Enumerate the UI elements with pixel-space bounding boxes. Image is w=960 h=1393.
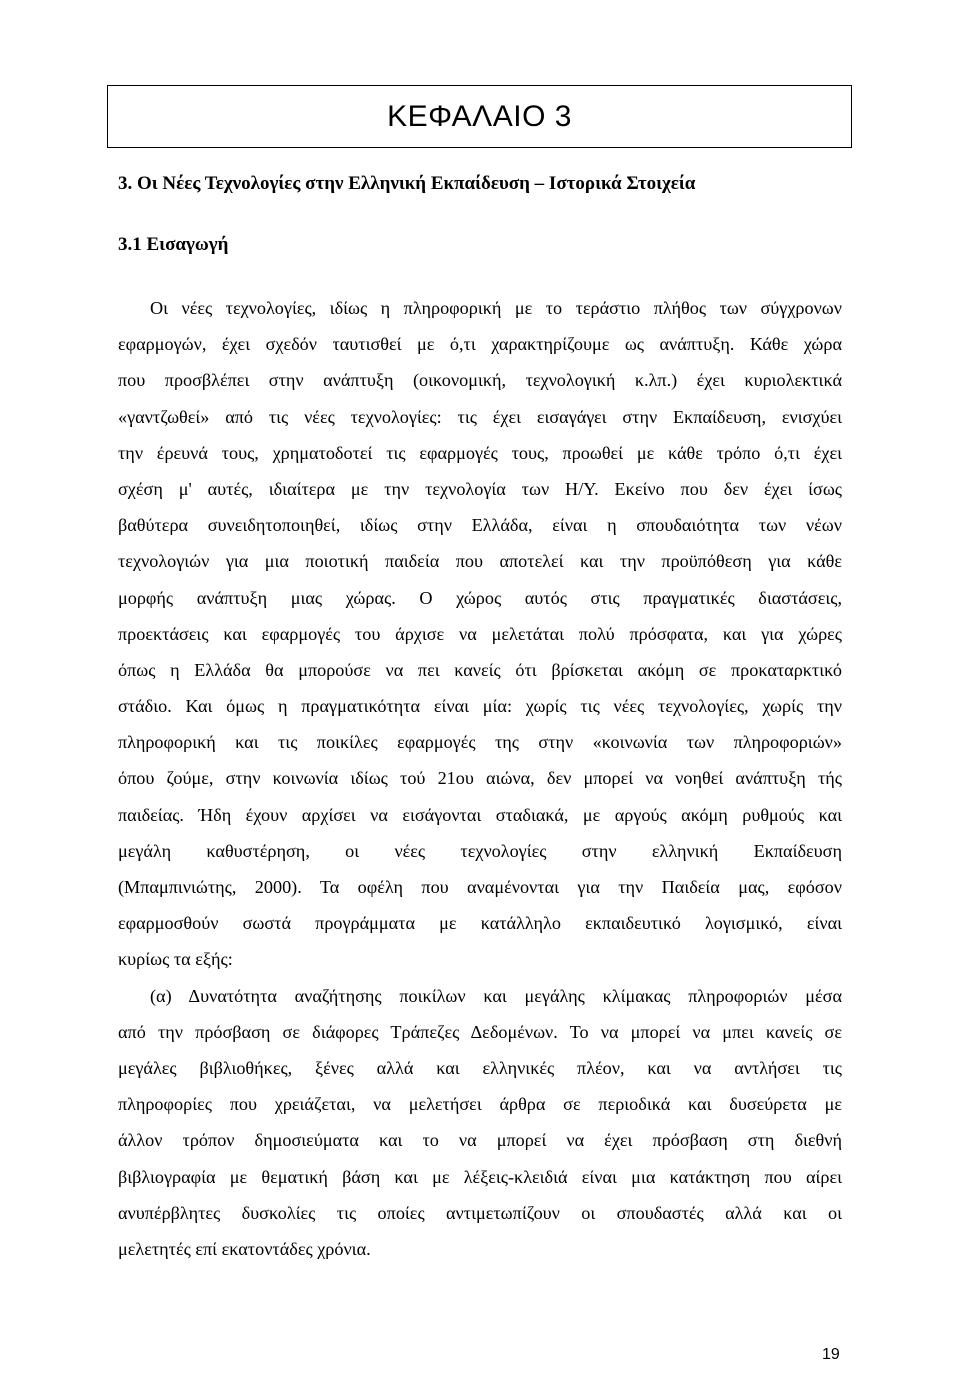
body-line: προεκτάσεις και εφαρμογές του άρχισε να μελετάται πολύ πρόσφατα, και για χώρες xyxy=(118,623,842,644)
body-line: μελετητές επί εκατοντάδες χρόνια. xyxy=(118,1238,371,1259)
body-line: στάδιο. Και όμως η πραγματικότητα είναι μία: χωρίς τις νέες τεχνολογίες, χωρίς την xyxy=(118,696,842,717)
body-line: Οι νέες τεχνολογίες, ιδίως η πληροφορική με το τεράστιο πλήθος των σύγχρονων xyxy=(150,298,842,318)
body-line: κυρίως τα εξής: xyxy=(118,949,233,970)
body-line: παιδείας. Ήδη έχουν αρχίσει να εισάγονται σταδιακά, με αργούς ακόμη ρυθμούς και xyxy=(118,804,842,825)
body-line: εφαρμογών, έχει σχεδόν ταυτισθεί με ό,τι χαρακτηρίζουμε ως ανάπτυξη. Κάθε χώρα xyxy=(118,334,842,355)
body-line: (Μπαμπινιώτης, 2000). Τα οφέλη που αναμένονται για την Παιδεία μας, εφόσον xyxy=(118,877,842,897)
body-line: εφαρμοσθούν σωστά προγράμματα με κατάλληλο εκπαιδευτικό λογισμικό, είναι xyxy=(118,913,842,934)
body-line: βαθύτερα συνειδητοποιηθεί, ιδίως στην Ελλάδα, είναι η σπουδαιότητα των νέων xyxy=(118,515,842,536)
body-line: πληροφορίες που χρειάζεται, να μελετήσει άρθρα σε περιοδικά και δυσεύρετα με xyxy=(118,1094,842,1115)
body-line: μεγάλες βιβλιοθήκες, ξένες αλλά και ελληνικές πλέον, και να αντλήσει τις xyxy=(118,1057,842,1078)
body-line: όπου ζούμε, στην κοινωνία ιδίως τού 21ου αιώνα, δεν μπορεί να νοηθεί ανάπτυξη τής xyxy=(118,768,842,789)
body-line: όπως η Ελλάδα θα μπορούσε να πει κανείς ότι βρίσκεται ακόμη σε προκαταρκτικό xyxy=(118,659,842,680)
body-line: «γαντζωθεί» από τις νέες τεχνολογίες: τις έχει εισαγάγει στην Εκπαίδευση, ενισχύει xyxy=(118,406,842,427)
body-line: από την πρόσβαση σε διάφορες Τράπεζες Δεδομένων. Το να μπορεί να μπει κανείς σε xyxy=(118,1021,842,1042)
body-line: την έρευνά τους, χρηματοδοτεί τις εφαρμογές τους, προωθεί με κάθε τρόπο ό,τι έχει xyxy=(118,442,842,463)
body-line: πληροφορική και τις ποικίλες εφαρμογές της στην «κοινωνία των πληροφοριών» xyxy=(118,732,842,753)
body-line: μεγάλη καθυστέρηση, οι νέες τεχνολογίες στην ελληνική Εκπαίδευση xyxy=(118,840,842,861)
body-line: ανυπέρβλητες δυσκολίες τις οποίες αντιμετωπίζουν οι σπουδαστές αλλά και οι xyxy=(118,1202,842,1223)
page-number: 19 xyxy=(822,1346,840,1363)
body-line: τεχνολογιών για μια ποιοτική παιδεία που αποτελεί και την προϋπόθεση για κάθε xyxy=(118,551,842,572)
body-line: βιβλιογραφία με θεματική βάση και με λέξεις-κλειδιά είναι μια κατάκτηση που αίρει xyxy=(118,1166,842,1187)
chapter-title: ΚΕΦΑΛΑΙΟ 3 xyxy=(387,99,572,133)
body-line: (α) Δυνατότητα αναζήτησης ποικίλων και μεγάλης κλίμακας πληροφοριών μέσα xyxy=(150,985,842,1006)
subsection-heading: 3.1 Εισαγωγή xyxy=(118,234,229,255)
body-line: μορφής ανάπτυξη μιας χώρας. Ο χώρος αυτός στις πραγματικές διαστάσεις, xyxy=(118,587,842,608)
body-line: άλλον τρόπον δημοσιεύματα και το να μπορεί να έχει πρόσβαση στη διεθνή xyxy=(118,1130,842,1151)
section-heading: 3. Οι Νέες Τεχνολογίες στην Ελληνική Εκπαίδευση – Ιστορικά Στοιχεία xyxy=(118,173,696,194)
body-line: που προσβλέπει στην ανάπτυξη (οικονομική, τεχνολογική κ.λπ.) έχει κυριολεκτικά xyxy=(118,370,842,391)
body-line: σχέση μ' αυτές, ιδιαίτερα με την τεχνολογία των Η/Υ. Εκείνο που δεν έχει ίσως xyxy=(118,478,842,499)
chapter-title-box xyxy=(107,85,852,148)
body-paragraphs xyxy=(118,290,842,1267)
